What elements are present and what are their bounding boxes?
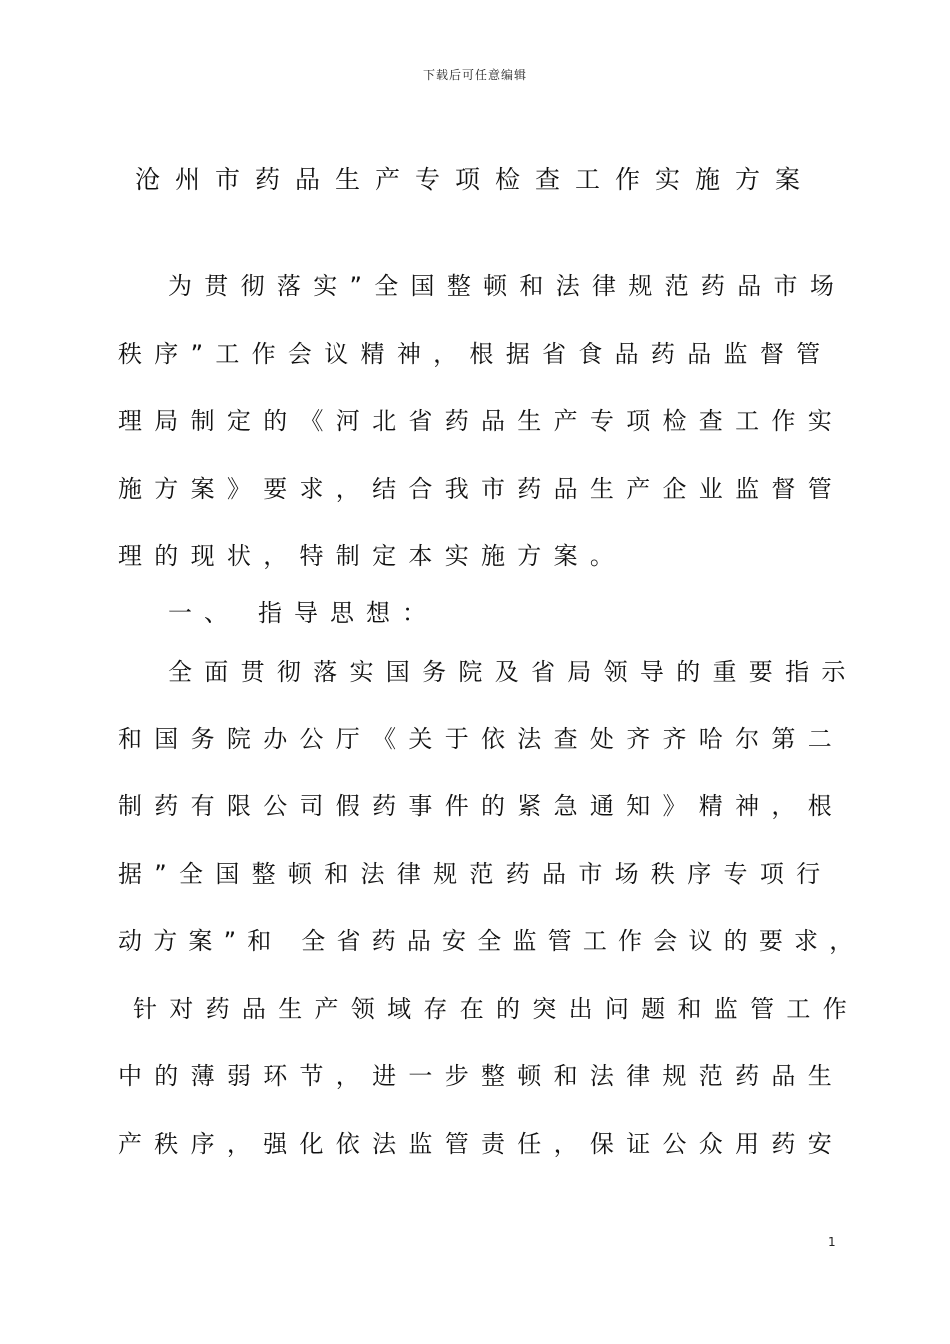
document-title: 沧州市药品生产专项检查工作实施方案	[134, 165, 815, 194]
paragraph-line: 和国务院办公厅《关于依法查处齐齐哈尔第二	[118, 725, 844, 753]
paragraph-line: 中的薄弱环节，进一步整顿和法律规范药品生	[118, 1062, 844, 1090]
section-title: 指导思想：	[258, 599, 438, 627]
paragraph-line: 动方案”和 全省药品安全监管工作会议的要求，	[118, 927, 865, 955]
paragraph-line: 全面贯彻落实国务院及省局领导的重要指示	[168, 658, 858, 686]
header-note: 下载后可任意编辑	[422, 68, 527, 82]
paragraph-line: 据”全国整顿和法律规范药品市场秩序专项行	[118, 860, 833, 888]
page-number: 1	[828, 1235, 836, 1249]
paragraph-line: 理局制定的《河北省药品生产专项检查工作实	[118, 407, 844, 435]
section-number: 一、	[168, 599, 240, 627]
paragraph-line: 制药有限公司假药事件的紧急通知》精神，根	[118, 792, 844, 820]
paragraph-line: 针对药品生产领域存在的突出问题和监管工作	[133, 995, 859, 1023]
paragraph-line: 秩序”工作会议精神，根据省食品药品监督管	[118, 340, 833, 368]
paragraph-line: 产秩序，强化依法监管责任，保证公众用药安	[118, 1130, 844, 1158]
paragraph-line: 施方案》要求，结合我市药品生产企业监督管	[118, 475, 844, 503]
paragraph-line: 理的现状，特制定本实施方案。	[118, 542, 627, 570]
paragraph-line: 为贯彻落实”全国整顿和法律规范药品市场	[168, 272, 847, 300]
